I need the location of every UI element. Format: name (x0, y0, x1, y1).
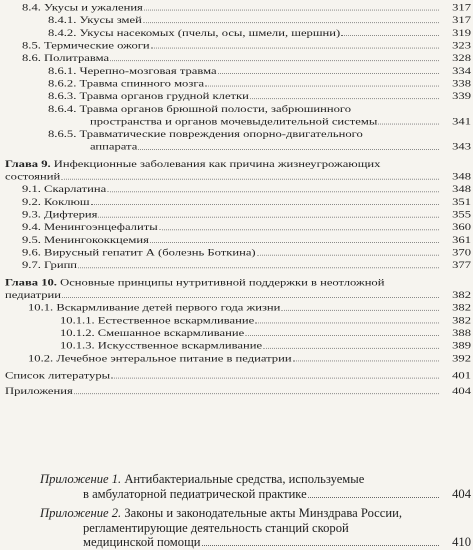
toc-entry-title: 8.6.5. Травматические повреждения опорно-двигательного (48, 128, 363, 140)
toc-entry-title: 9.2. Коклюш (22, 196, 90, 208)
toc-page-number: 343 (452, 141, 471, 152)
dot-leader (98, 217, 439, 218)
dot-leader (62, 297, 439, 298)
toc-chapter-title: состояний (5, 171, 61, 182)
appendix-label: Приложение 1. (40, 472, 122, 486)
toc-page-number: 410 (452, 535, 471, 549)
toc-appendix-title (40, 506, 402, 520)
toc-page-number: 348 (452, 184, 471, 195)
chapter-label: Глава 10. (5, 277, 57, 288)
toc-chapter-title (5, 277, 384, 287)
toc-entry-title: 10.1. Вскармливание детей первого года жизни (28, 302, 281, 313)
toc-page-number: 323 (452, 40, 471, 51)
dot-leader (308, 497, 439, 498)
toc-entry-title: 10.1.1. Естественное вскармливание (60, 315, 255, 326)
toc-page-number: 389 (452, 340, 471, 351)
dot-leader (151, 48, 439, 49)
dot-leader (91, 204, 439, 205)
dot-leader (218, 73, 439, 74)
toc-appendix-title: медицинской помощи (83, 535, 201, 549)
toc-entry-title: 8.6.2. Травма спинного мозга (48, 78, 205, 89)
toc-page-number: 388 (452, 327, 471, 339)
toc-page-number: 361 (452, 234, 471, 246)
dot-leader (255, 323, 439, 324)
toc-page-number: 382 (452, 302, 471, 313)
toc-entry-title: 10.1.3. Искусственное вскармливание (60, 340, 263, 351)
toc-entry-title: 10.1.2. Смешанное вскармливание (60, 327, 245, 339)
toc-entry-title: 8.4.2. Укусы насекомых (пчелы, осы, шмели, шершни) (48, 27, 341, 38)
chapter-title-text: Основные принципы нутритивной поддержки в неотложной (56, 277, 385, 288)
dot-leader (205, 86, 439, 87)
toc-entry-title: 10.2. Лечебное энтеральное питание в педиатрии (28, 353, 292, 364)
dot-leader (74, 393, 439, 394)
appendix-title-text: Законы и законодательные акты Минздрава России, (121, 506, 402, 520)
toc-page-number: 338 (452, 78, 471, 89)
toc-entry-title: пространства и органов мочевыделительной системы (90, 116, 378, 127)
toc-page-number: 351 (452, 196, 471, 208)
toc-page-number: 404 (452, 487, 471, 501)
toc-section-title: Список литературы (5, 370, 111, 381)
toc-page-number: 348 (452, 171, 471, 182)
toc-appendix-title: регламентирующие деятельность станций скорой (83, 521, 349, 535)
toc-page-number: 392 (452, 353, 471, 364)
toc-page-number: 328 (452, 52, 471, 64)
toc-entry-title: 8.5. Термические ожоги (22, 40, 150, 51)
toc-entry-title: 8.6.4. Травма органов брюшной полости, забрюшинного (48, 103, 352, 114)
toc-entry-title: 8.4. Укусы и ужаления (22, 2, 143, 13)
toc-page-number: 319 (452, 27, 471, 38)
toc-entry-title: 8.4.1. Укусы змей (48, 14, 142, 26)
toc-entry-title: 8.6.3. Травма органов грудной клетки (48, 90, 249, 102)
toc-entry-title: аппарата (90, 141, 138, 152)
toc-appendix-title (40, 472, 364, 486)
appendix-title-text: Антибактериальные средства, используемые (121, 472, 365, 486)
toc-page-number: 355 (452, 209, 471, 220)
dot-leader (281, 310, 439, 311)
chapter-label: Глава 9. (5, 158, 51, 170)
toc-page-number: 339 (452, 90, 471, 102)
dot-leader (110, 60, 439, 61)
dot-leader (144, 10, 439, 11)
toc-page-number: 370 (452, 247, 471, 258)
toc-section-title: Приложения (5, 385, 73, 397)
toc-page-number: 317 (452, 2, 471, 13)
toc-chapter-title: педиатрии (5, 289, 62, 301)
chapter-title-text: Инфекционные заболевания как причина жизнеугрожающих (50, 158, 381, 170)
toc-page-number: 360 (452, 222, 471, 233)
dot-leader (263, 348, 439, 349)
toc-appendix-title: в амбулаторной педиатрической практике (83, 487, 307, 501)
toc-entry-title: 8.6.1. Черепно-мозговая травма (48, 65, 217, 76)
dot-leader (378, 124, 439, 125)
toc-entry-title: 8.6. Политравма (22, 52, 110, 64)
dot-leader (245, 335, 439, 336)
toc-entry-title: 9.6. Вирусный гепатит А (болезнь Боткина) (22, 247, 256, 258)
dot-leader (202, 545, 439, 546)
toc-entry-title: 9.5. Менингококкцемия (22, 234, 149, 246)
toc-page-number: 404 (452, 385, 471, 397)
dot-leader (159, 229, 439, 230)
appendix-label: Приложение 2. (40, 506, 122, 520)
dot-leader (150, 242, 439, 243)
toc-page-number: 382 (452, 289, 471, 301)
toc-page-number: 317 (452, 14, 471, 26)
toc-entry-title: 9.4. Менингоэнцефалиты (22, 222, 158, 233)
dot-leader (293, 361, 439, 362)
toc-entry-title: 9.1. Скарлатина (22, 184, 107, 195)
dot-leader (111, 378, 439, 379)
toc-chapter-title (5, 159, 380, 169)
dot-leader (61, 179, 439, 180)
dot-leader (143, 22, 439, 23)
dot-leader (107, 191, 439, 192)
toc-page-number: 382 (452, 315, 471, 326)
dot-leader (78, 267, 439, 268)
toc-page-number: 377 (452, 260, 471, 271)
dot-leader (138, 149, 439, 150)
toc-entry-title: 9.7. Грипп (22, 260, 78, 271)
dot-leader (257, 255, 439, 256)
dot-leader (341, 35, 439, 36)
toc-page-number: 341 (452, 116, 471, 127)
toc-entry-title: 9.3. Дифтерия (22, 209, 98, 220)
toc-page-number: 401 (452, 370, 471, 381)
dot-leader (250, 98, 439, 99)
toc-page-number: 334 (452, 65, 471, 76)
